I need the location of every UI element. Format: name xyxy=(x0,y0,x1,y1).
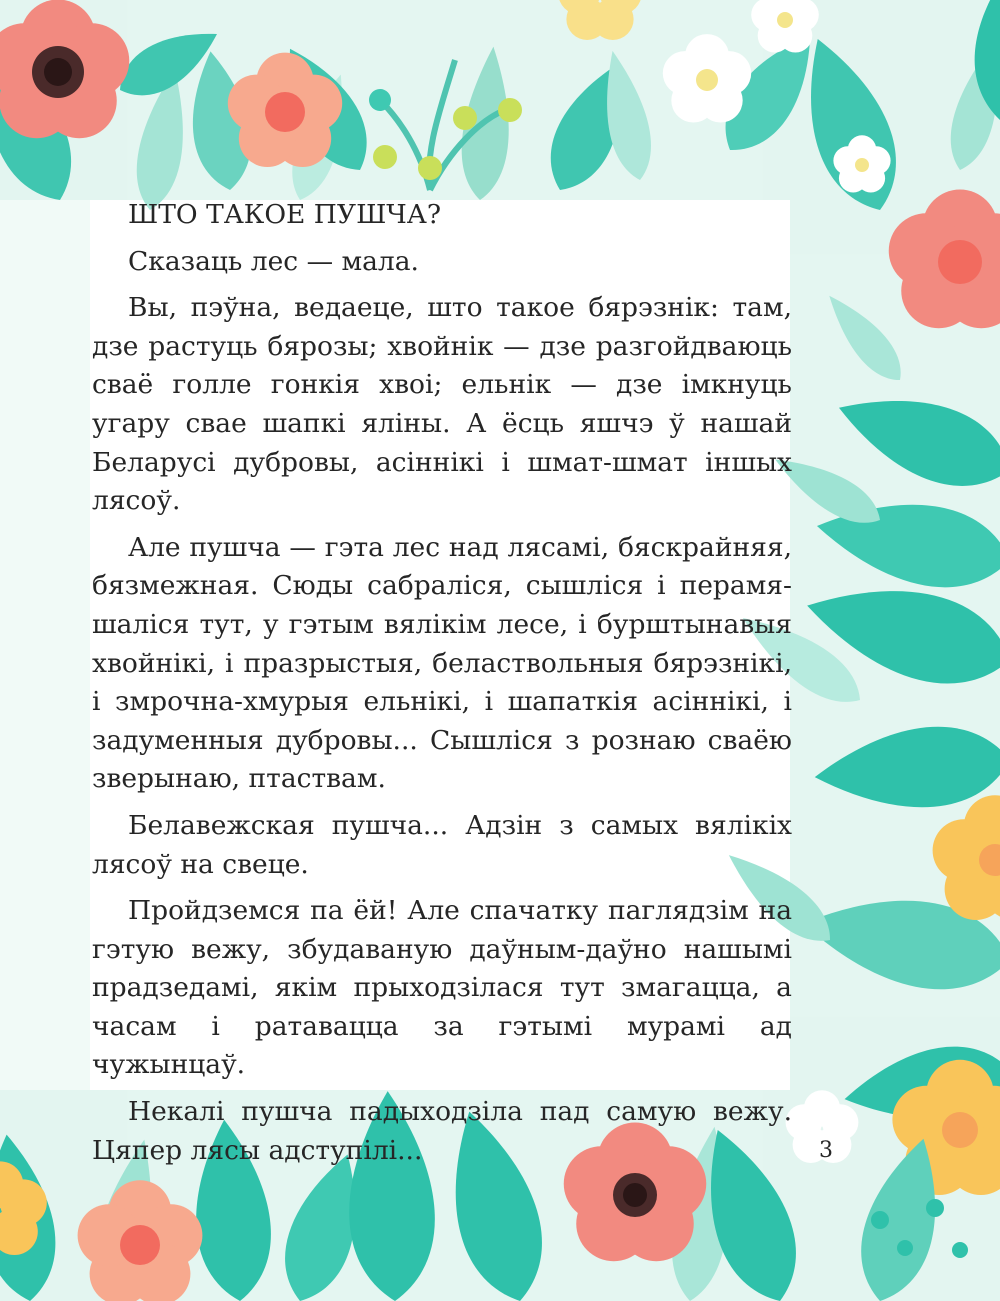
paragraph: Пройдземся па ёй! Але спачатку паглядзім на гэтую вежу, збудаваную даўным-даўно нашымі прадзедамі, якім прыходзілася тут змагацца, а часам і ратавацца за гэтымі мурамі ад чужынцаў. xyxy=(92,895,792,1081)
paragraph: Вы, пэўна, ведаеце, што такое бярэзнік: там, дзе растуць бярозы; хвойнік — дзе разгойдваюць сваё голле гонкія хвоі; ельнік — дзе імкнуць угару свае шапкі яліны. А ёсць яшчэ ў нашай Беларусі дубровы, асіннікі і шмат-шмат іншых лясоў. xyxy=(92,292,792,517)
paragraph: Але пушча — гэта лес над лясамі, бяскрайняя, бязмежная. Сюды сабраліся, сышліся і перамяшаліся тут, у гэтым вялікім лесе, і бурштынавыя хвойнікі, і празрыстыя, беластвольныя бярэзнікі, і змрочна-хмурыя ельнікі, і шапаткія асіннікі, і задуменныя дубровы... Сышліся з рознаю сваёю зверынаю, птаствам. xyxy=(92,531,792,795)
article-text xyxy=(92,196,792,1178)
paragraph: Сказаць лес — мала. xyxy=(128,245,419,277)
page-number: 3 xyxy=(819,1138,833,1163)
paragraph: Белавежская пушча... Адзін з самых вялікіх лясоў на свеце. xyxy=(92,809,792,880)
paragraph: Некалі пушча падыходзіла пад самую вежу. Цяпер лясы адступілі... xyxy=(92,1096,792,1166)
page-title: ШТО ТАКОЕ ПУШЧА? xyxy=(128,199,442,230)
